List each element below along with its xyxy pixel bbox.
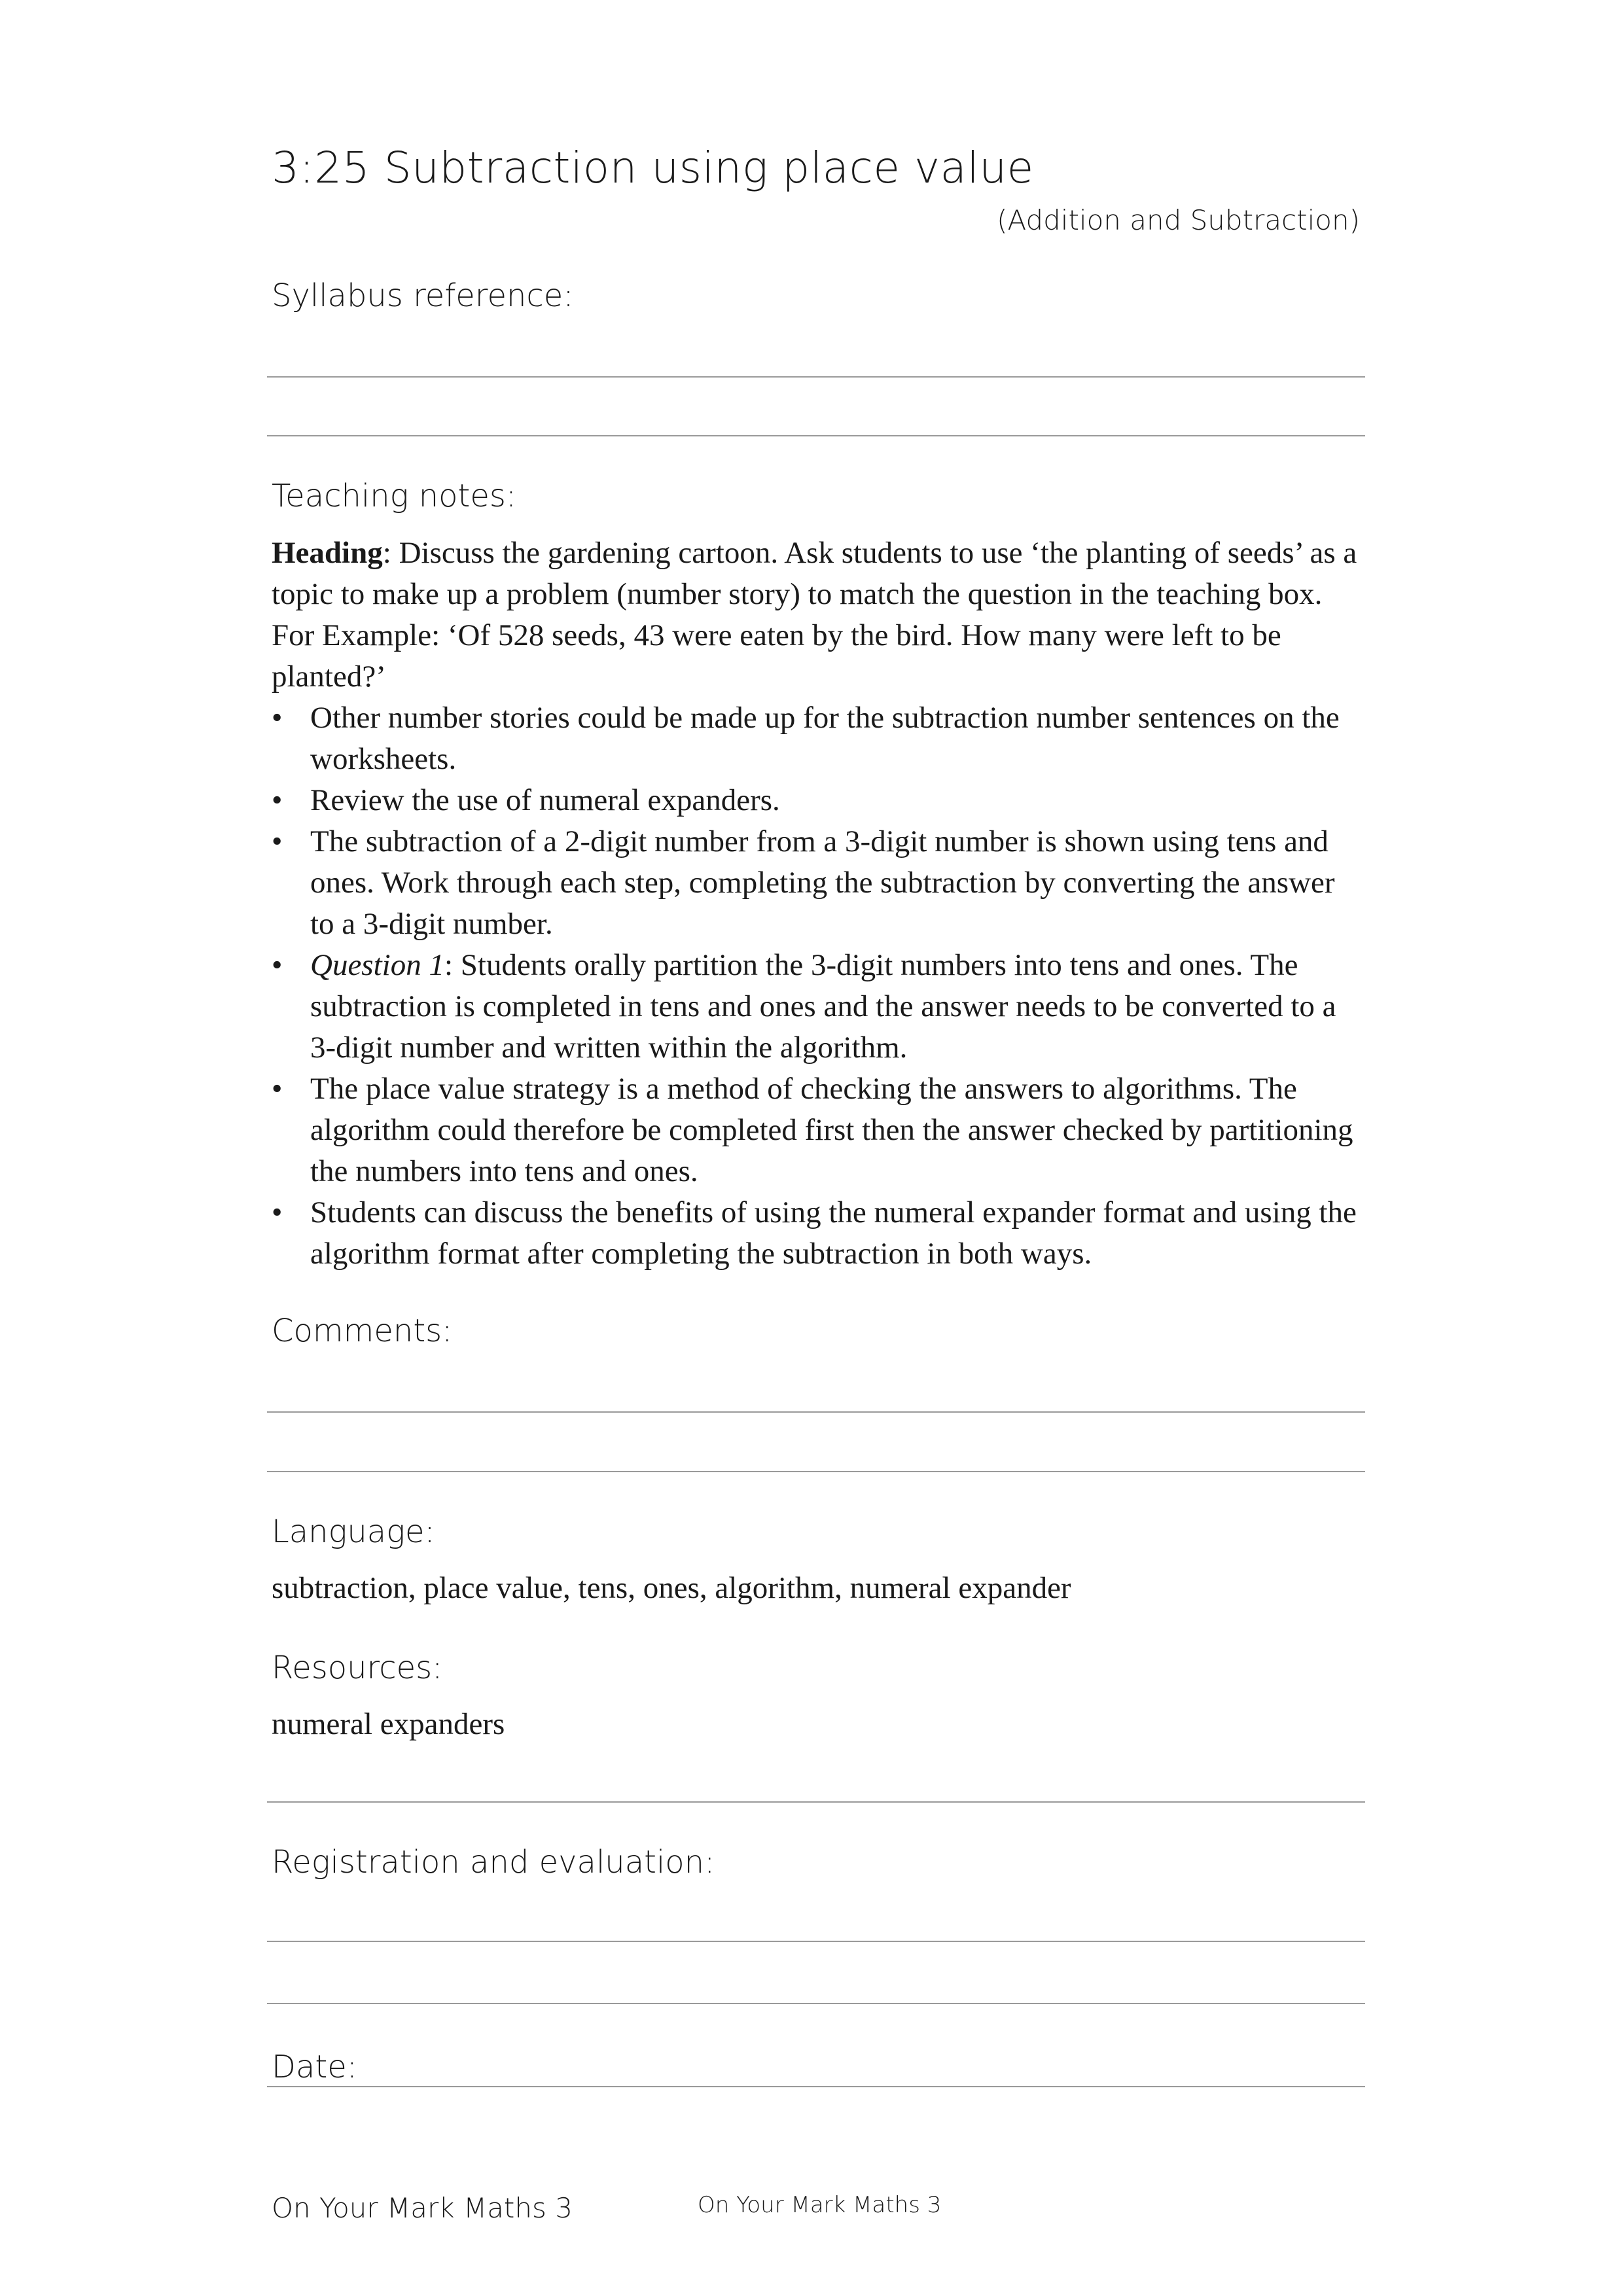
resources-label: Resources:	[272, 1650, 443, 1686]
heading-note	[272, 533, 1364, 698]
heading-text: : Discuss the gardening cartoon. Ask students to use ‘the planting of seeds’ as a topic to make up a problem (number story) to match the question in the teaching box. For Example: ‘Of 528 seeds, 43 were eaten by the bird. How many were left to be planted?’	[272, 536, 1357, 694]
resources-line	[267, 1801, 1365, 1803]
heading-bold: Heading	[272, 536, 383, 570]
date-line	[267, 2086, 1365, 2087]
bullet-symbol: •	[272, 701, 283, 735]
bullet-symbol: •	[272, 824, 283, 858]
bullet-item	[272, 780, 1364, 821]
bullet-text: Review the use of numeral expanders.	[310, 783, 780, 817]
bullet-item	[272, 821, 1364, 945]
comments-label: Comments:	[272, 1313, 453, 1349]
syllabus-label: Syllabus reference:	[272, 277, 574, 314]
language-text: subtraction, place value, tens, ones, algorithm, numeral expander	[272, 1571, 1071, 1605]
comments-line-2	[267, 1471, 1365, 1472]
bullet-symbol: •	[272, 1072, 283, 1106]
bullet-symbol: •	[272, 1195, 283, 1229]
bullet-item	[272, 698, 1364, 780]
bullet-symbol: •	[272, 783, 283, 817]
teaching-notes-body	[272, 533, 1364, 1275]
page-subtitle: (Addition and Subtraction)	[997, 204, 1360, 236]
bullet-item	[272, 1192, 1364, 1275]
bullet-text: Students can discuss the benefits of using the numeral expander format and using the algorithm format after completing the subtraction in both ways.	[310, 1195, 1357, 1271]
page-title: 3:25 Subtraction using place value	[272, 143, 1034, 193]
comments-line-1	[267, 1411, 1365, 1413]
language-label: Language:	[272, 1513, 435, 1550]
footer-left: On Your Mark Maths 3	[272, 2192, 573, 2224]
bullet-text: The subtraction of a 2-digit number from a 3-digit number is shown using tens and ones. Work through each step, completing the subtraction by converting the answer to a 3-digit number.	[310, 824, 1335, 941]
bullet-text: The place value strategy is a method of checking the answers to algorithms. The algorithm could therefore be completed first then the answer checked by partitioning the numbers into tens and ones.	[310, 1072, 1353, 1188]
bullet-item	[272, 1069, 1364, 1192]
resources-text: numeral expanders	[272, 1707, 505, 1741]
footer-center: On Your Mark Maths 3	[698, 2192, 942, 2218]
question-text: : Students orally partition the 3-digit numbers into tens and ones. The subtraction is completed in tens and ones and the answer needs to be converted to a 3-digit number and written within the algorithm.	[310, 948, 1336, 1065]
syllabus-line-2	[267, 435, 1365, 436]
registration-line-2	[267, 2003, 1365, 2004]
date-label: Date:	[272, 2049, 357, 2085]
bullet-item-question	[272, 945, 1364, 1069]
bullet-text: Other number stories could be made up for the subtraction number sentences on the worksheets.	[310, 701, 1340, 776]
teaching-notes-label: Teaching notes:	[272, 478, 517, 514]
question-italic: Question 1	[310, 948, 444, 982]
teaching-bullets	[272, 698, 1364, 1275]
syllabus-line-1	[267, 376, 1365, 378]
registration-label: Registration and evaluation:	[272, 1844, 715, 1881]
registration-line-1	[267, 1941, 1365, 1942]
bullet-symbol: •	[272, 948, 283, 982]
